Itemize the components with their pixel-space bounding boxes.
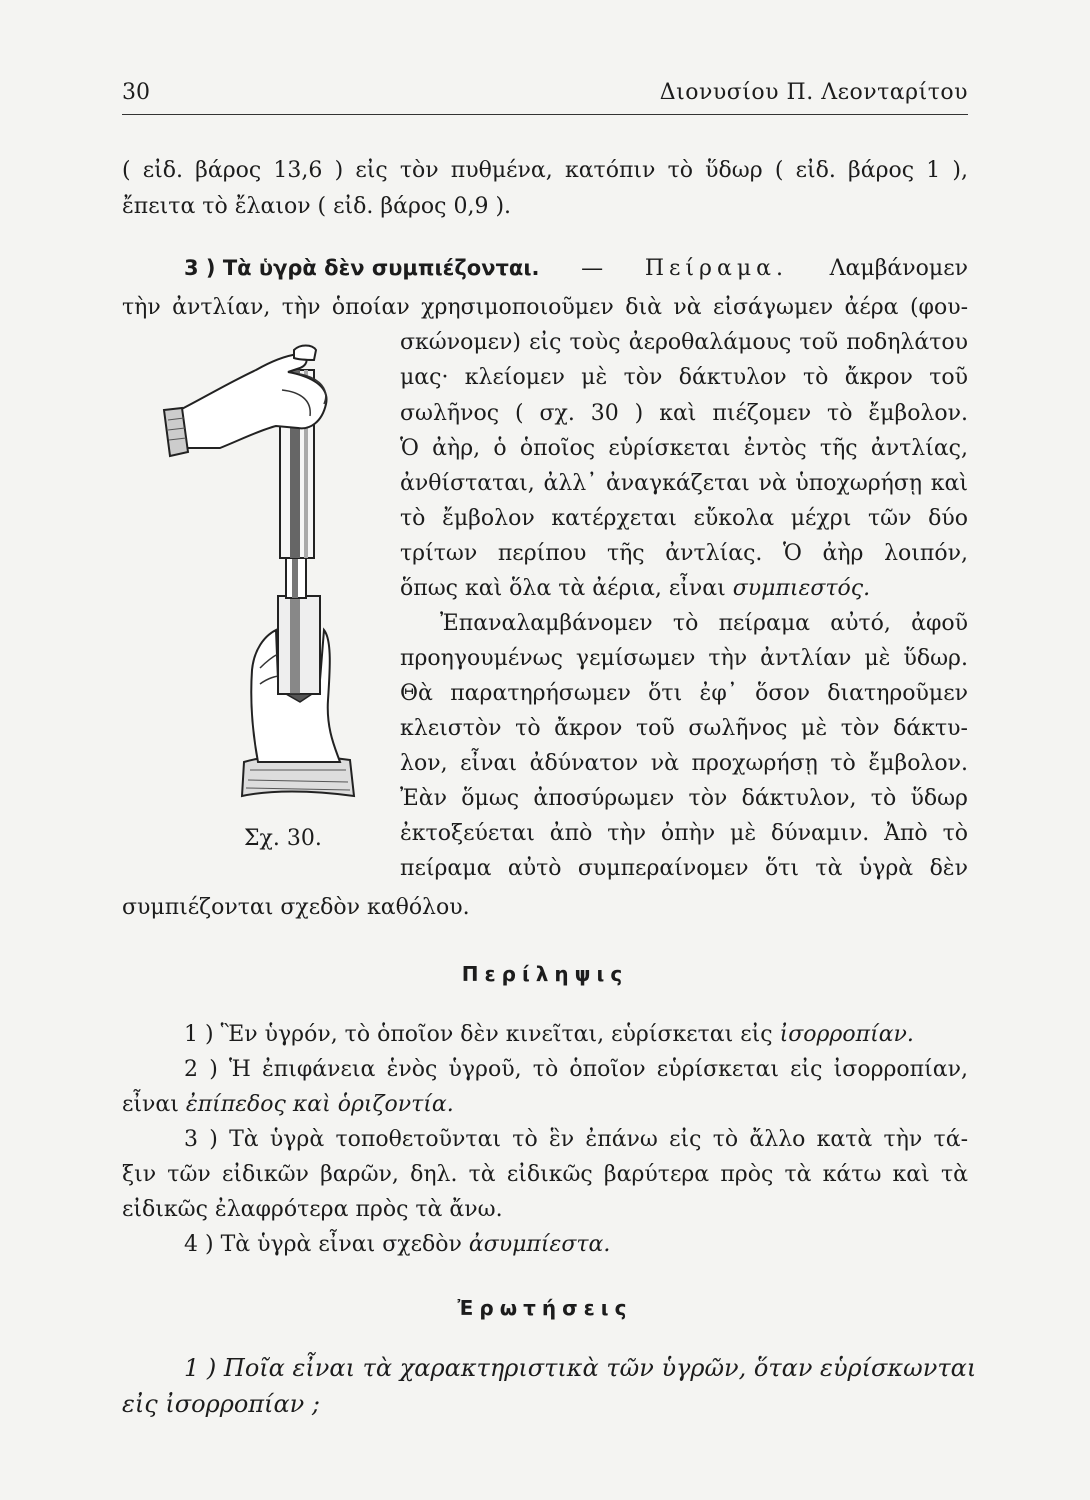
page-number: 30: [122, 80, 150, 105]
text-line: προηγουμένως γεμίσωμεν τὴν ἀντλίαν μὲ ὕδωρ.: [400, 646, 968, 671]
text-line: σωλῆνος ( σχ. 30 ) καὶ πιέζομεν τὸ ἔμβολον.: [400, 401, 968, 426]
running-header-author: Διονυσίου Π. Λεονταρίτου: [659, 80, 968, 105]
text-fragment: Λαμβάνομεν: [829, 256, 968, 281]
text-line: συμπιέζονται σχεδὸν καθόλου.: [122, 895, 470, 920]
experiment-label: Πείραμα.: [644, 256, 788, 281]
text-line: ἐκτοξεύεται ἀπὸ τὴν ὀπὴν μὲ δύναμιν. Ἀπὸ τὸ: [400, 821, 968, 846]
text-fragment: 1 ) Ἓν ὑγρόν, τὸ ὁποῖον δὲν κινεῖται, εὑρίσκεται εἰς: [184, 1022, 773, 1047]
question-1: 1 ) Ποῖα εἶναι τὰ χαρακτηριστικὰ τῶν ὑγρῶν, ὅταν εὑρίσκωνται: [184, 1354, 977, 1382]
text-line: μας· κλείομεν μὲ τὸν δάκτυλον τὸ ἄκρον τοῦ: [400, 365, 968, 390]
header-rule: [122, 114, 968, 115]
summary-item-1: [184, 1024, 914, 1046]
summary-item-2: 2 ) Ἡ ἐπιφάνεια ἑνὸς ὑγροῦ, τὸ ὁποῖον εὑρίσκεται εἰς ἰσορροπίαν,: [184, 1057, 968, 1082]
text-fragment: εἶναι: [122, 1092, 179, 1117]
text-fragment: ὅπως καὶ ὅλα τὰ ἀέρια, εἶναι: [400, 576, 726, 601]
text-line: ( εἰδ. βάρος 13,6 ) εἰς τὸν πυθμένα, κατόπιν τὸ ὕδωρ ( εἰδ. βάρος 1 ),: [122, 158, 968, 183]
text-fragment: 4 ) Τὰ ὑγρὰ εἶναι σχεδὸν: [184, 1232, 462, 1257]
emphasis: ἐπίπεδος καὶ ὁριζοντία.: [185, 1092, 454, 1117]
text-line: Θὰ παρατηρήσωμεν ὅτι ἐφ᾽ ὅσον διατηροῦμεν: [400, 681, 968, 706]
text-line: λον, εἶναι ἀδύνατον νὰ προχωρήσῃ τὸ ἔμβολον.: [400, 751, 968, 776]
text-line: Ἐὰν ὅμως ἀποσύρωμεν τὸν δάκτυλον, τὸ ὕδωρ: [400, 786, 968, 811]
section-3-line: [184, 258, 968, 280]
text-line: ξιν τῶν εἰδικῶν βαρῶν, δηλ. τὰ εἰδικῶς βαρύτερα πρὸς τὰ κάτω καὶ τὰ: [122, 1162, 968, 1187]
summary-item-3: 3 ) Τὰ ὑγρὰ τοποθετοῦνται τὸ ἓν ἐπάνω εἰς τὸ ἄλλο κατὰ τὴν τά-: [184, 1127, 968, 1152]
text-line: [400, 578, 870, 600]
text-line: [122, 1094, 454, 1116]
text-line: εἰς ἰσορροπίαν ;: [122, 1390, 320, 1418]
pump-figure: [160, 330, 400, 800]
text-line: κλειστὸν τὸ ἄκρον τοῦ σωλῆνος μὲ τὸν δάκτυ-: [400, 716, 968, 741]
text-line: τὸ ἔμβολον κατέρχεται εὔκολα μέχρι τῶν δύο: [400, 506, 968, 531]
summary-item-4: [184, 1234, 610, 1256]
text-line: εἰδικῶς ἐλαφρότερα πρὸς τὰ ἄνω.: [122, 1197, 503, 1222]
text-line: ἔπειτα τὸ ἔλαιον ( εἰδ. βάρος 0,9 ).: [122, 194, 512, 219]
section-3-title: 3 ) Τὰ ὑγρὰ δὲν συμπιέζονται.: [184, 256, 540, 280]
text-line: σκώνομεν) εἰς τοὺς ἀεροθαλάμους τοῦ ποδηλάτου: [400, 330, 968, 355]
figure-caption: Σχ. 30.: [244, 826, 322, 851]
emphasis: συμπιεστός.: [732, 576, 871, 601]
dash: —: [581, 256, 604, 281]
emphasis: ἀσυμπίεστα.: [468, 1232, 611, 1257]
text-line: τρίτων περίπου τῆς ἀντλίας. Ὁ ἀὴρ λοιπόν,: [400, 541, 968, 566]
summary-heading: Περίληψις: [461, 962, 629, 986]
emphasis: ἰσορροπίαν.: [779, 1022, 914, 1047]
text-line: τὴν ἀντλίαν, τὴν ὁποίαν χρησιμοποιοῦμεν διὰ νὰ εἰσάγωμεν ἀέρα (φου-: [122, 295, 968, 320]
text-line: ἀνθίσταται, ἀλλ᾽ ἀναγκάζεται νὰ ὑποχωρήσῃ καὶ: [400, 471, 968, 496]
text-line: πείραμα αὐτὸ συμπεραίνομεν ὅτι τὰ ὑγρὰ δὲν: [400, 856, 968, 881]
questions-heading: Ἐρωτήσεις: [457, 1296, 633, 1320]
text-line: Ἐπαναλαμβάνομεν τὸ πείραμα αὐτό, ἀφοῦ: [440, 611, 968, 636]
text-line: Ὁ ἀὴρ, ὁ ὁποῖος εὑρίσκεται ἐντὸς τῆς ἀντλίας,: [400, 436, 968, 461]
